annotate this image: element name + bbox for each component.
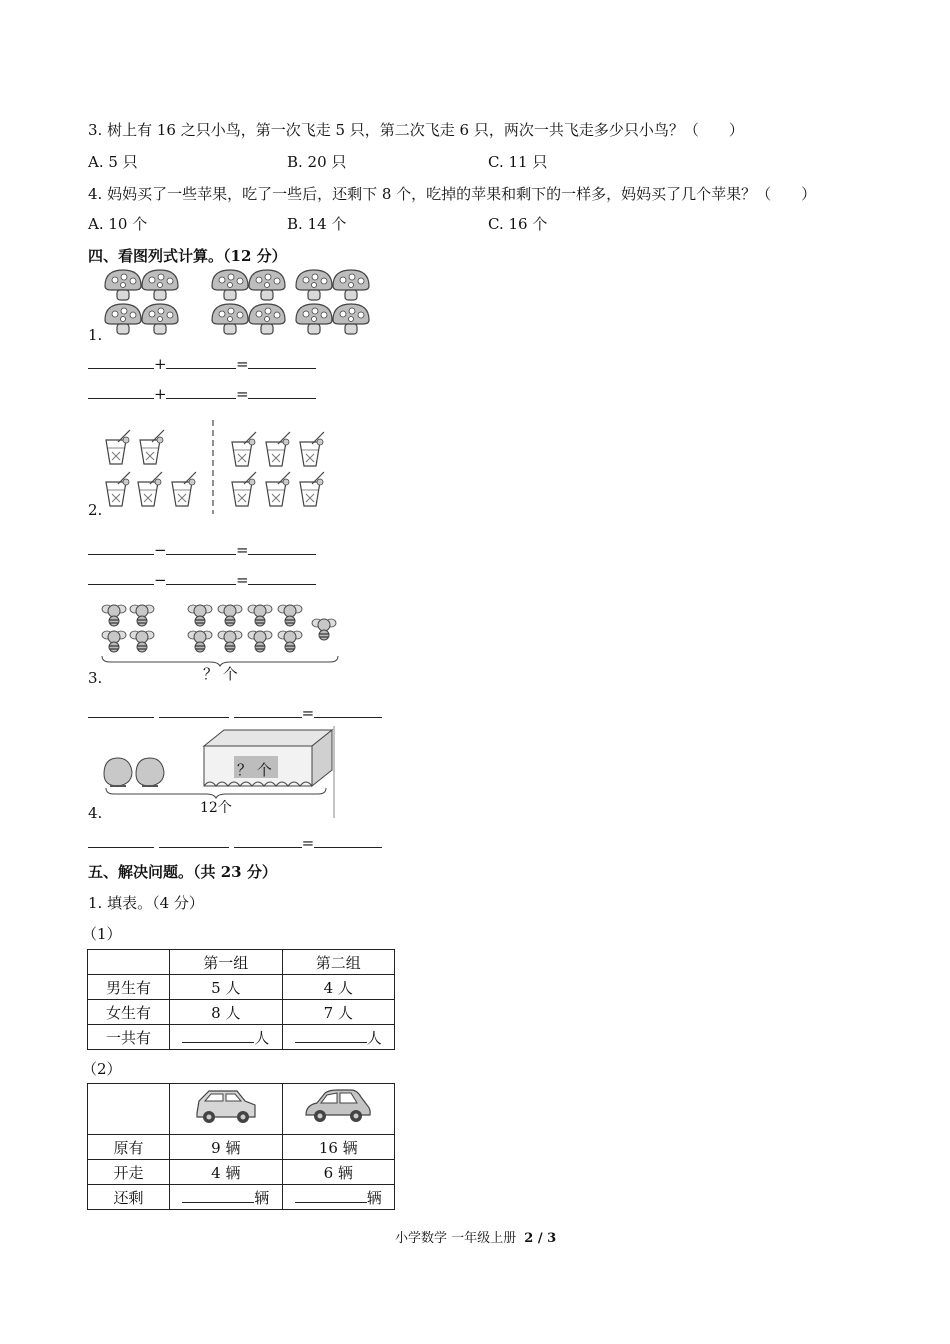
equals-sign: = (301, 834, 315, 852)
bees-illustration (100, 600, 345, 666)
drink-cup-icon (140, 430, 164, 464)
unit-label: 人 (254, 1028, 270, 1047)
q2-equation-row-2 (88, 570, 316, 590)
drink-cup-icon (138, 472, 162, 506)
table-header: 第一组 (170, 950, 282, 975)
q2-number: 2. (88, 501, 103, 519)
mushrooms-illustration (100, 268, 380, 340)
drink-cup-icon (266, 472, 290, 506)
equals-sign: = (236, 385, 249, 403)
mushroom-icon (212, 270, 248, 300)
mushroom-icon (296, 270, 332, 300)
answer-blank[interactable] (88, 833, 154, 848)
table-cell (282, 1025, 394, 1050)
q4-option-a: A. 10 个 (88, 215, 148, 233)
table-cell: 16 辆 (282, 1135, 394, 1160)
mushroom-icon (333, 304, 369, 334)
mushroom-icon (333, 270, 369, 300)
answer-blank[interactable] (88, 703, 154, 718)
unit-label: 辆 (366, 1188, 382, 1207)
q1-equation-row-2 (88, 384, 316, 404)
answer-blank[interactable] (234, 703, 302, 718)
drink-cup-icon (172, 472, 196, 506)
q4-option-c: C. 16 个 (488, 215, 548, 233)
drink-cup-icon (232, 432, 256, 466)
table-cell: 6 辆 (282, 1160, 394, 1185)
answer-blank[interactable] (166, 540, 236, 555)
drink-cup-icon (106, 430, 130, 464)
table-cell (170, 1084, 282, 1135)
mushroom-icon (296, 304, 332, 334)
table-row (88, 1135, 395, 1160)
q3-option-c: C. 11 只 (488, 153, 548, 171)
bee-icon (188, 631, 212, 652)
section-4-title: 四、看图列式计算。（12 分） (88, 247, 287, 265)
unit-label: 人 (366, 1028, 382, 1047)
answer-blank[interactable] (88, 540, 154, 555)
q1-fill-table-label: 1. 填表。（4 分） (88, 894, 204, 912)
table-header: 第二组 (282, 950, 394, 975)
answer-blank[interactable] (248, 540, 316, 555)
table-cell (88, 950, 170, 975)
mushroom-icon (212, 304, 248, 334)
table-row (88, 975, 395, 1000)
q4-option-b: B. 14 个 (287, 215, 347, 233)
table-row (88, 1000, 395, 1025)
answer-blank[interactable] (88, 570, 154, 585)
table-cell (88, 1084, 170, 1135)
table-cell: 9 辆 (170, 1135, 282, 1160)
mushroom-icon (105, 304, 141, 334)
drink-cup-icon (266, 432, 290, 466)
table-row (88, 1160, 395, 1185)
car-icon (303, 1087, 373, 1127)
answer-blank[interactable] (88, 354, 154, 369)
plus-sign: + (154, 385, 167, 403)
minus-sign: − (154, 571, 167, 589)
answer-blank[interactable] (295, 1188, 367, 1203)
drink-cup-icon (300, 432, 324, 466)
table-cell: 8 人 (170, 1000, 282, 1025)
q3-number: 3. (88, 669, 103, 687)
table-cell: 4 人 (282, 975, 394, 1000)
table-cell: 男生有 (88, 975, 170, 1000)
answer-blank[interactable] (159, 703, 229, 718)
q3-equation (88, 703, 382, 723)
q3-option-b: B. 20 只 (287, 153, 347, 171)
footer-subject: 小学数学 一年级上册 (395, 1231, 517, 1246)
q4-total-label: 12个 (200, 800, 232, 816)
q1-equation-row-1 (88, 354, 316, 374)
peach-icon (136, 758, 164, 786)
table-cell: 一共有 (88, 1025, 170, 1050)
table-row (88, 950, 395, 975)
table-cell: 女生有 (88, 1000, 170, 1025)
question-4-stem: 4. 妈妈买了一些苹果，吃了一些后，还剩下 8 个，吃掉的苹果和剩下的一样多，妈妈买了几个苹果？（ ） (88, 185, 817, 203)
page-number: 2 / 3 (524, 1231, 557, 1246)
answer-blank[interactable] (248, 570, 316, 585)
table-row (88, 1084, 395, 1135)
q1-number: 1. (88, 326, 103, 344)
bee-icon (278, 605, 302, 626)
q4-equation (88, 833, 382, 853)
answer-blank[interactable] (182, 1188, 254, 1203)
bee-icon (102, 631, 126, 652)
answer-blank[interactable] (248, 384, 316, 399)
sub-question-2-label: （2） (82, 1060, 122, 1078)
table-cell (282, 1185, 394, 1210)
unit-label: 辆 (254, 1188, 270, 1207)
answer-blank[interactable] (166, 354, 236, 369)
drink-cup-icon (232, 472, 256, 506)
table-cell: 4 辆 (170, 1160, 282, 1185)
table-cell: 还剩 (88, 1185, 170, 1210)
answer-blank[interactable] (182, 1028, 254, 1043)
bee-icon (312, 619, 336, 640)
mushroom-icon (249, 270, 285, 300)
sub-question-1-label: （1） (82, 925, 122, 943)
table-cell: 7 人 (282, 1000, 394, 1025)
answer-blank[interactable] (314, 833, 382, 848)
bee-icon (248, 605, 272, 626)
bee-icon (248, 631, 272, 652)
drinks-illustration (100, 418, 340, 516)
mushroom-icon (249, 304, 285, 334)
cars-table (87, 1083, 395, 1210)
question-3-stem: 3. 树上有 16 之只小鸟，第一次飞走 5 只，第二次飞走 6 只，两次一共飞走多少只小鸟？（ ） (88, 121, 744, 139)
plus-sign: + (154, 355, 167, 373)
answer-blank[interactable] (314, 703, 382, 718)
table-row (88, 1025, 395, 1050)
peach-icon (104, 758, 132, 786)
answer-blank[interactable] (166, 384, 236, 399)
bee-icon (102, 605, 126, 626)
minus-sign: − (154, 541, 167, 559)
drink-cup-icon (300, 472, 324, 506)
page-footer (395, 1229, 556, 1249)
answer-blank[interactable] (295, 1028, 367, 1043)
mushroom-icon (142, 304, 178, 334)
bee-icon (130, 605, 154, 626)
mushroom-icon (105, 270, 141, 300)
q4-number: 4. (88, 804, 103, 822)
table-cell (170, 1185, 282, 1210)
bee-icon (218, 605, 242, 626)
table-cell: 开走 (88, 1160, 170, 1185)
table-cell (170, 1025, 282, 1050)
students-table (87, 949, 395, 1050)
table-cell: 5 人 (170, 975, 282, 1000)
drink-cup-icon (106, 472, 130, 506)
bee-icon (188, 605, 212, 626)
equals-sign: = (236, 541, 249, 559)
answer-blank[interactable] (88, 384, 154, 399)
equals-sign: = (236, 355, 249, 373)
table-cell: 原有 (88, 1135, 170, 1160)
brace (106, 788, 326, 798)
q2-equation-row-1 (88, 540, 316, 560)
answer-blank[interactable] (248, 354, 316, 369)
answer-blank[interactable] (234, 833, 302, 848)
car-icon (193, 1087, 259, 1127)
q3-brace-caption: ？ 个 (203, 665, 238, 683)
bee-icon (218, 631, 242, 652)
equals-sign: = (301, 704, 315, 722)
table-row (88, 1185, 395, 1210)
equals-sign: = (236, 571, 249, 589)
mushroom-icon (142, 270, 178, 300)
answer-blank[interactable] (159, 833, 229, 848)
answer-blank[interactable] (166, 570, 236, 585)
q4-box-label: ？ 个 (237, 761, 272, 779)
table-cell (282, 1084, 394, 1135)
bee-icon (130, 631, 154, 652)
bee-icon (278, 631, 302, 652)
section-5-title: 五、解决问题。（共 23 分） (88, 863, 277, 881)
q3-option-a: A. 5 只 (88, 153, 138, 171)
